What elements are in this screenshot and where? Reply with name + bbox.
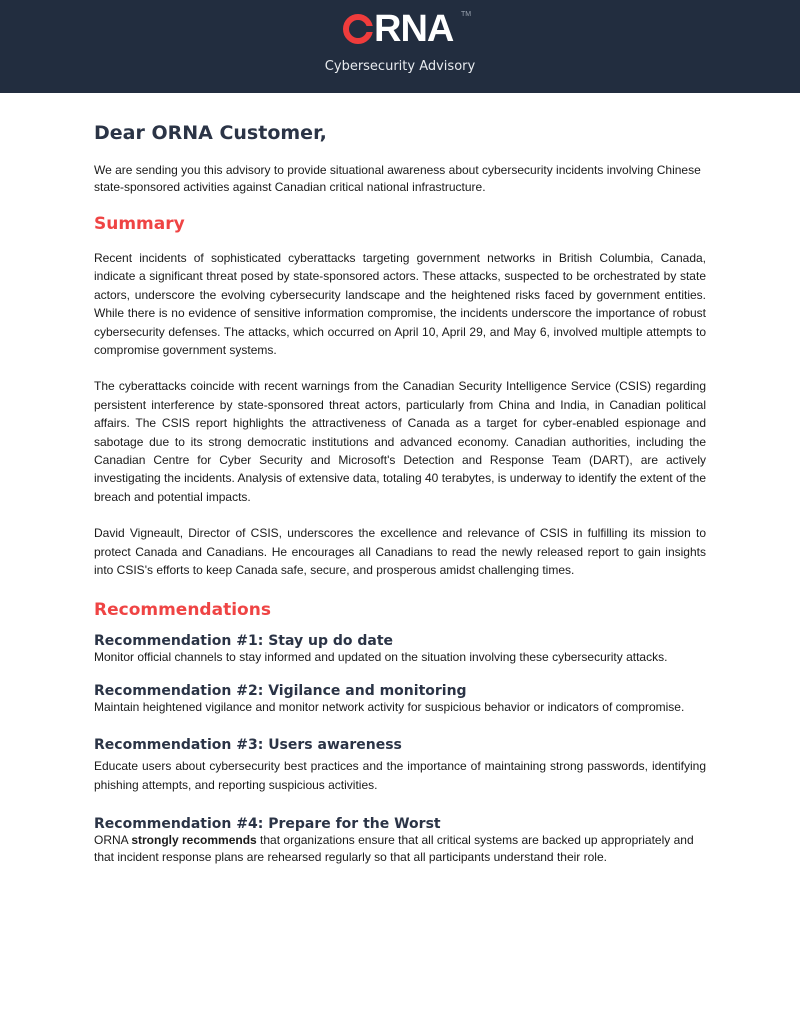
advisory-body — [94, 122, 706, 866]
advisory-header — [0, 0, 800, 93]
recommendation-4-emphasis: strongly recommends — [131, 832, 257, 847]
recommendation-1-text: Monitor official channels to stay informed and updated on the situation involving these cybersecurity attacks. — [94, 649, 668, 664]
logo-wordmark: RNA — [374, 8, 454, 50]
logo-o-ring-icon — [343, 14, 373, 44]
summary-heading: Summary — [94, 214, 185, 234]
summary-paragraph-2: The cyberattacks coincide with recent warnings from the Canadian Security Intelligence Service (CSIS) regarding persistent interference by state-sponsored threat actors, particularly from China and India, in Canadian political affairs. The CSIS report highlights the attractiveness of Canada as a target for cyber-enabled espionage and sabotage due to its strong democratic institutions and advanced economy. Canadian authorities, including the Canadian Centre for Cyber Security and Microsoft's Detection and Response Team (DART), are actively investigating the incidents. Analysis of extensive data, totaling 40 terabytes, is underway to identify the extent of the breach and potential impacts. — [94, 379, 706, 504]
recommendation-3-heading: Recommendation #3: Users awareness — [94, 736, 402, 753]
recommendation-4-heading: Recommendation #4: Prepare for the Worst — [94, 815, 441, 832]
greeting: Dear ORNA Customer, — [94, 122, 327, 144]
recommendation-4-text — [94, 832, 706, 866]
recommendation-3 — [94, 737, 706, 795]
recommendation-2-heading: Recommendation #2: Vigilance and monitoring — [94, 682, 467, 699]
recommendation-1-heading: Recommendation #1: Stay up do date — [94, 632, 394, 649]
intro-paragraph: We are sending you this advisory to provide situational awareness about cybersecurity incidents involving Chinese state-sponsored activities against Canadian critical national infrastructure. — [94, 163, 701, 194]
header-tagline: Cybersecurity Advisory — [324, 59, 476, 74]
recommendation-4-prefix: ORNA — [94, 832, 132, 847]
recommendation-1 — [94, 633, 706, 666]
recommendation-4 — [94, 816, 706, 866]
summary-paragraph-1: Recent incidents of sophisticated cyberattacks targeting government networks in British Columbia, Canada, indicate a significant threat posed by state-sponsored actors. These attacks, suspected to be orchestrated by state actors, underscore the evolving cybersecurity landscape and the heightened risks faced by government entities. While there is no evidence of sensitive information compromise, the incidents underscore the importance of robust cybersecurity defenses. The attacks, which occurred on April 10, April 29, and May 6, involved multiple attempts to compromise government systems. — [94, 251, 706, 358]
recommendations-heading: Recommendations — [94, 599, 271, 620]
recommendation-4-suffix: that organizations ensure that all critical systems are backed up appropriately and that incident response plans are rehearsed regularly so that all participants understand their role. — [94, 832, 694, 864]
trademark-mark: TM — [461, 11, 472, 18]
summary-paragraph-3: David Vigneault, Director of CSIS, underscores the excellence and relevance of CSIS in fulfilling its mission to protect Canada and Canadians. He encourages all Canadians to read the newly released report to gain insights into CSIS's efforts to keep Canada safe, secure, and prosperous amidst challenging times. — [94, 526, 706, 578]
orna-logo — [343, 10, 453, 48]
recommendation-3-text: Educate users about cybersecurity best practices and the importance of maintaining strong passwords, identifying phishing attempts, and reporting suspicious activities. — [94, 758, 706, 792]
recommendation-2-text: Maintain heightened vigilance and monitor network activity for suspicious behavior or indicators of compromise. — [94, 699, 685, 714]
recommendation-2 — [94, 683, 706, 716]
